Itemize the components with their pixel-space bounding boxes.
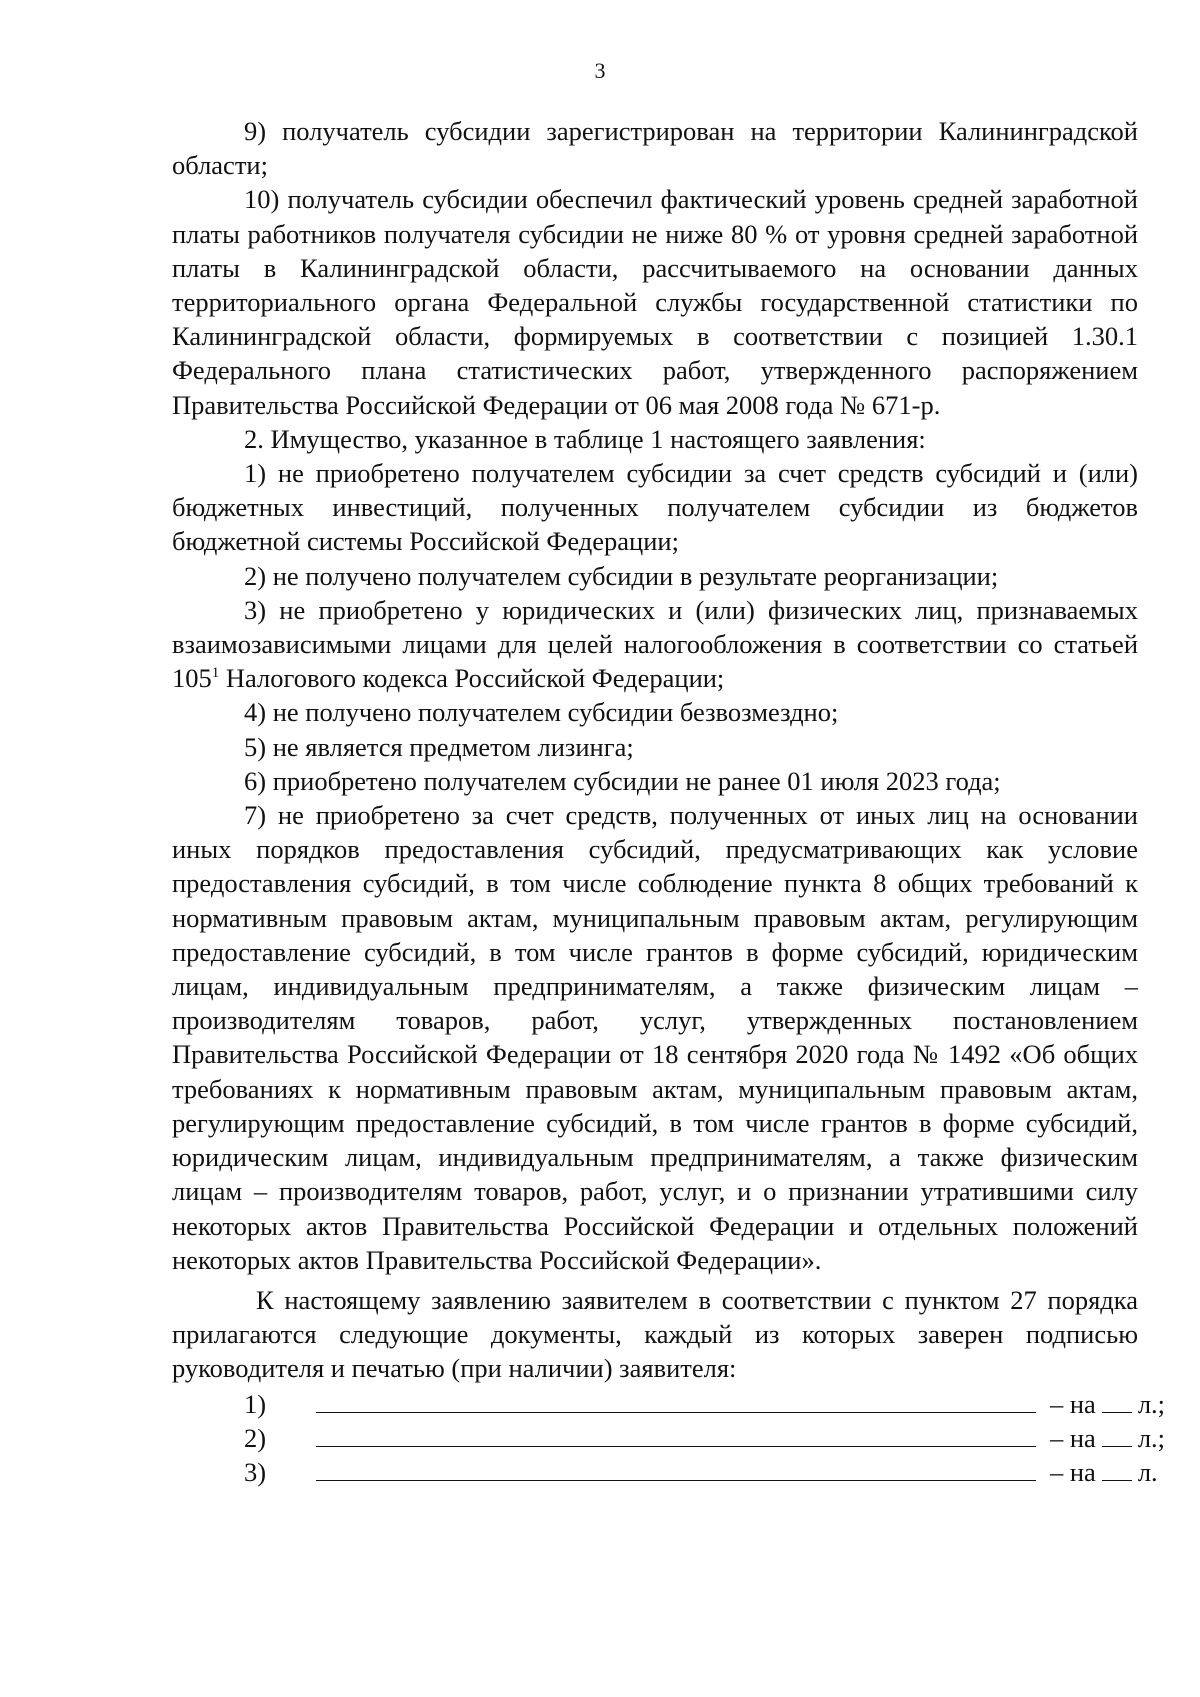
- attachment-blank-field[interactable]: [316, 1454, 1036, 1481]
- paragraph-section-2-item-7: 7) не приобретено за счет средств, полученных от иных лиц на основании иных порядков предоставления субсидий, предусматривающих как условие предоставления субсидий, в том числе соблюдение пункта 8 общих требований к нормативным правовым актам, муниципальным правовым актам, регулирующим предоставление субсидий, в том числе грантов в форме субсидий, юридическим лицам, индивидуальным предпринимателям, а также физическим лицам – производителям товаров, работ, услуг, утвержденных постановлением Правительства Российской Федерации от 18 сентября 2020 года № 1492 «Об общих требованиях к нормативным правовым актам, муниципальным правовым актам, регулирующим предоставление субсидий, в том числе грантов в форме субсидий, юридическим лицам, индивидуальным предпринимателям, а также физическим лицам – производителям товаров, работ, услуг, и о признании утратившими силу некоторых актов Правительства Российской Федерации и отдельных положений некоторых актов Правительства Российской Федерации».: [172, 800, 1138, 1275]
- attachment-pages-blank[interactable]: [1102, 1422, 1132, 1447]
- attachment-blank-field[interactable]: [316, 1420, 1036, 1447]
- attachment-number: 1): [244, 1388, 267, 1419]
- attachment-pages: [1050, 1387, 1165, 1421]
- attachment-number: 2): [244, 1422, 267, 1453]
- paragraph-section-2-item-2: 2) не получено получателем субсидии в результате реорганизации;: [244, 560, 999, 591]
- paragraph-section-2-item-1: 1) не приобретено получателем субсидии за счет средств субсидий и (или) бюджетных инвестиций, полученных получателем субсидии из бюджетов бюджетной системы Российской Федерации;: [172, 458, 1138, 557]
- attachment-row: [172, 1386, 1166, 1420]
- attachment-number: 3): [244, 1456, 267, 1487]
- attachment-pages-blank[interactable]: [1102, 1456, 1132, 1481]
- paragraph-section-2-item-3-tail: Налогового кодекса Российской Федерации;: [219, 663, 725, 694]
- attachment-pages-prefix: – на: [1050, 1456, 1096, 1487]
- document-body: [172, 114, 1166, 1488]
- attachment-pages-blank[interactable]: [1102, 1388, 1132, 1413]
- paragraph-section-2: 2. Имущество, указанное в таблице 1 настоящего заявления:: [244, 423, 926, 454]
- attachment-pages-suffix: л.;: [1137, 1388, 1166, 1419]
- page-number: 3: [594, 58, 606, 83]
- paragraph-item-9: 9) получатель субсидии зарегистрирован на территории Калининградской области;: [172, 116, 1138, 181]
- attachment-blank-field[interactable]: [316, 1386, 1036, 1413]
- attachment-pages-suffix: л.;: [1137, 1422, 1166, 1453]
- attachment-pages-prefix: – на: [1050, 1388, 1096, 1419]
- attachment-pages-suffix: л.: [1137, 1456, 1158, 1487]
- attachment-row: [172, 1454, 1158, 1488]
- paragraph-section-2-item-5: 5) не является предметом лизинга;: [244, 731, 634, 762]
- paragraph-item-10: 10) получатель субсидии обеспечил фактический уровень средней заработной платы работников получателя субсидии не ниже 80 % от уровня средней заработной платы в Калининградской области, рассчитываемого на основании данных территориального органа Федеральной службы государственной статистики по Калининградской области, формируемых в соответствии с позицией 1.30.1 Федерального плана статистических работ, утвержденного распоряжением Правительства Российской Федерации от 06 мая 2008 года № 671-р.: [172, 184, 1138, 420]
- paragraph-section-2-item-4: 4) не получено получателем субсидии безвозмездно;: [244, 697, 839, 728]
- paragraph-section-2-item-3: [172, 593, 1138, 696]
- article-superscript: 1: [211, 665, 220, 682]
- paragraph-section-2-item-3-text: 3) не приобретено у юридических и (или) физических лиц, признаваемых взаимозависимыми лицами для целей налогообложения в соответствии со статьей 105: [172, 594, 1138, 694]
- attachment-row: [172, 1420, 1166, 1454]
- attachment-pages-prefix: – на: [1050, 1422, 1096, 1453]
- attachment-pages: [1050, 1421, 1165, 1455]
- attachments-list: [172, 1386, 1166, 1488]
- paragraph-section-2-item-6: 6) приобретено получателем субсидии не ранее 01 июля 2023 года;: [244, 765, 1001, 796]
- attachments-intro: К настоящему заявлению заявителем в соответствии с пунктом 27 порядка прилагаются следующие документы, каждый из которых заверен подписью руководителя и печатью (при наличии) заявителя:: [172, 1284, 1138, 1384]
- attachment-pages: [1050, 1455, 1158, 1489]
